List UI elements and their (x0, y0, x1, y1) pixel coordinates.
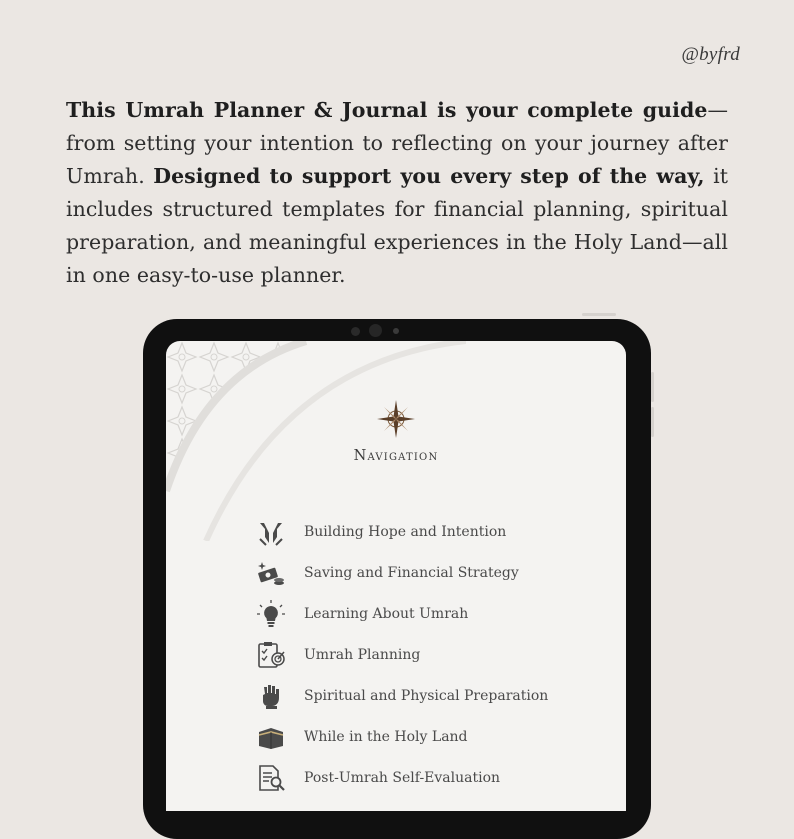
checklist-target-icon (256, 640, 286, 670)
compass-icon (376, 399, 416, 439)
nav-item-label: Umrah Planning (304, 646, 421, 663)
tablet-sensor-left (351, 327, 360, 336)
intro-text-2: it includes structured templates for financial planning, spiritual preparation, and meaningful experiences in the Holy Land—all in one easy-to-use planner. (66, 164, 729, 287)
money-coins-icon (256, 558, 286, 588)
tablet-volume-up-button (651, 372, 654, 402)
tablet-volume-down-button (651, 407, 654, 437)
lightbulb-icon (256, 599, 286, 629)
tablet-screen (166, 341, 626, 811)
tablet-camera (369, 324, 382, 337)
tablet-sensor-right (393, 328, 399, 334)
document-search-icon (256, 763, 286, 793)
navigation-list (256, 511, 586, 798)
nav-item-building-hope[interactable] (256, 511, 586, 552)
nav-item-holy-land[interactable] (256, 716, 586, 757)
navigation-title: Navigation (353, 448, 439, 464)
kaaba-icon (256, 722, 286, 752)
fist-icon (256, 681, 286, 711)
nav-item-saving-financial[interactable] (256, 552, 586, 593)
nav-item-spiritual-physical[interactable] (256, 675, 586, 716)
nav-item-label: Saving and Financial Strategy (304, 564, 519, 581)
nav-item-label: While in the Holy Land (304, 728, 468, 745)
tablet-top-button (582, 313, 616, 316)
nav-item-label: Spiritual and Physical Preparation (304, 687, 549, 704)
author-handle: @byfrd (681, 44, 740, 65)
nav-item-label: Learning About Umrah (304, 605, 469, 622)
nav-item-post-umrah[interactable] (256, 757, 586, 798)
intro-bold-2: Designed to support you every step of the way, (153, 164, 705, 188)
intro-paragraph (66, 94, 728, 292)
intro-text-1: —from setting your intention to reflecting on your journey after Umrah. (66, 98, 728, 188)
praying-hands-icon (256, 517, 286, 547)
nav-item-label: Building Hope and Intention (304, 523, 507, 540)
nav-item-label: Post-Umrah Self-Evaluation (304, 769, 501, 786)
nav-item-umrah-planning[interactable] (256, 634, 586, 675)
nav-item-learning-umrah[interactable] (256, 593, 586, 634)
intro-bold-1: This Umrah Planner & Journal is your complete guide (66, 98, 708, 122)
